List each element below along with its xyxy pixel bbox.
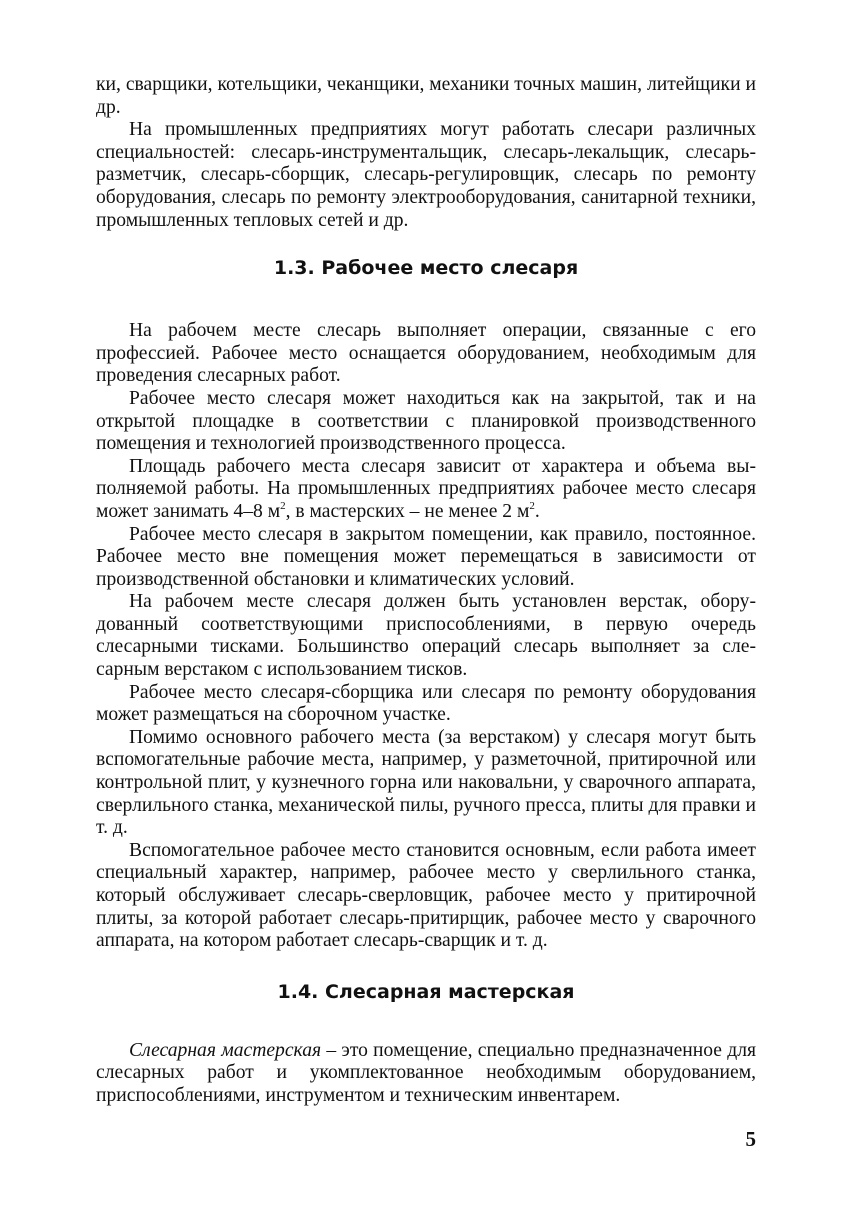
section-heading-1-4: 1.4. Слесарная мастерская — [277, 980, 575, 1003]
paragraph-workplace-area — [96, 456, 756, 524]
paragraph-workplace-operations: На рабочем месте слесарь выполняет операции, связанные с его профессией. Рабочее место оснащается оборудованием, необходимым для проведения слесарных работ. — [96, 320, 756, 387]
paragraph-workbench: На рабочем месте слесаря должен быть установлен верстак, оборудованный соответствующими приспособлениями, в первую очередь слесарными тисками. Большинство операций слесарь выполняет за слесарным верстаком с использованием тисков. — [96, 591, 756, 681]
area-text-start: Площадь рабочего места слесаря зависит от характера и объема выполняемой работы. На промышленных предприятиях рабочее место слесаря может занимать 4–8 м — [96, 455, 756, 522]
paragraph-workplace-permanence: Рабочее место слесаря в закрытом помещении, как правило, постоянное. Рабочее место вне помещения может перемещаться в зависимости от производственной обстановки и климатических условий. — [96, 523, 756, 590]
area-text-middle: , в мастерских – не менее 2 м — [285, 500, 530, 522]
continued-paragraph: ки, сварщики, котельщики, чеканщики, механики точных машин, литейщики и др. — [96, 74, 756, 118]
paragraph-auxiliary-becomes-main: Вспомогательное рабочее место становится основным, если работа имеет специальный характер, например, рабочее место у сверлильного станка, который обслуживает слесарь-сверловщик, рабочее место у притирочной плиты, за которой работает слесарь-притирщик, рабочее место у сварочного аппарата, на котором работает слесарь-сварщик и т. д. — [96, 839, 756, 952]
area-unit-superscript: 2 — [280, 499, 286, 512]
paragraph-workplace-location: Рабочее место слесаря может находиться как на закрытой, так и на открытой площадке в соответствии с планировкой производственного помещения и технологией производственного процесса. — [96, 387, 756, 455]
page-number: 5 — [745, 1127, 756, 1151]
paragraph-auxiliary-workplaces: Помимо основного рабочего места (за верстаком) у слесаря могут быть вспомогательные рабочие места, например, у разметочной, притирочной или контрольной плит, у кузнечного горна или наковальни, у сварочного аппарата, сверлильного станка, механической пилы, ручного пресса, плиты для правки и т. д. — [96, 726, 756, 839]
paragraph-workshop-definition — [96, 1040, 756, 1108]
text-column — [96, 74, 756, 1108]
paragraph-locksmith-specialties: На промышленных предприятиях могут работать слесари различных специальностей: слесарь-инструментальщик, слесарь-лекальщик, слесарь-разметчик, слесарь-сборщик, слесарь-регулировщик, слесарь по ремонту оборудования, слесарь по ремонту электрооборудования, санитарной техники, промышленных тепловых сетей и др. — [96, 119, 756, 231]
area-unit-superscript: 2 — [529, 499, 535, 512]
paragraph-assembly-workplace: Рабочее место слесаря-сборщика или слесаря по ремонту оборудования может размещаться на сборочном участке. — [96, 681, 756, 726]
workshop-definition-text: – это помещение, специально предназначенное для слесарных работ и укомплектованное необходимым оборудованием, приспособлениями, инструментом и техническим инвентарем. — [96, 1039, 756, 1106]
section-heading-1-3: 1.3. Рабочее место слесаря — [273, 257, 579, 280]
area-text-end: . — [534, 500, 540, 522]
workshop-term: Слесарная мастерская — [129, 1039, 322, 1061]
